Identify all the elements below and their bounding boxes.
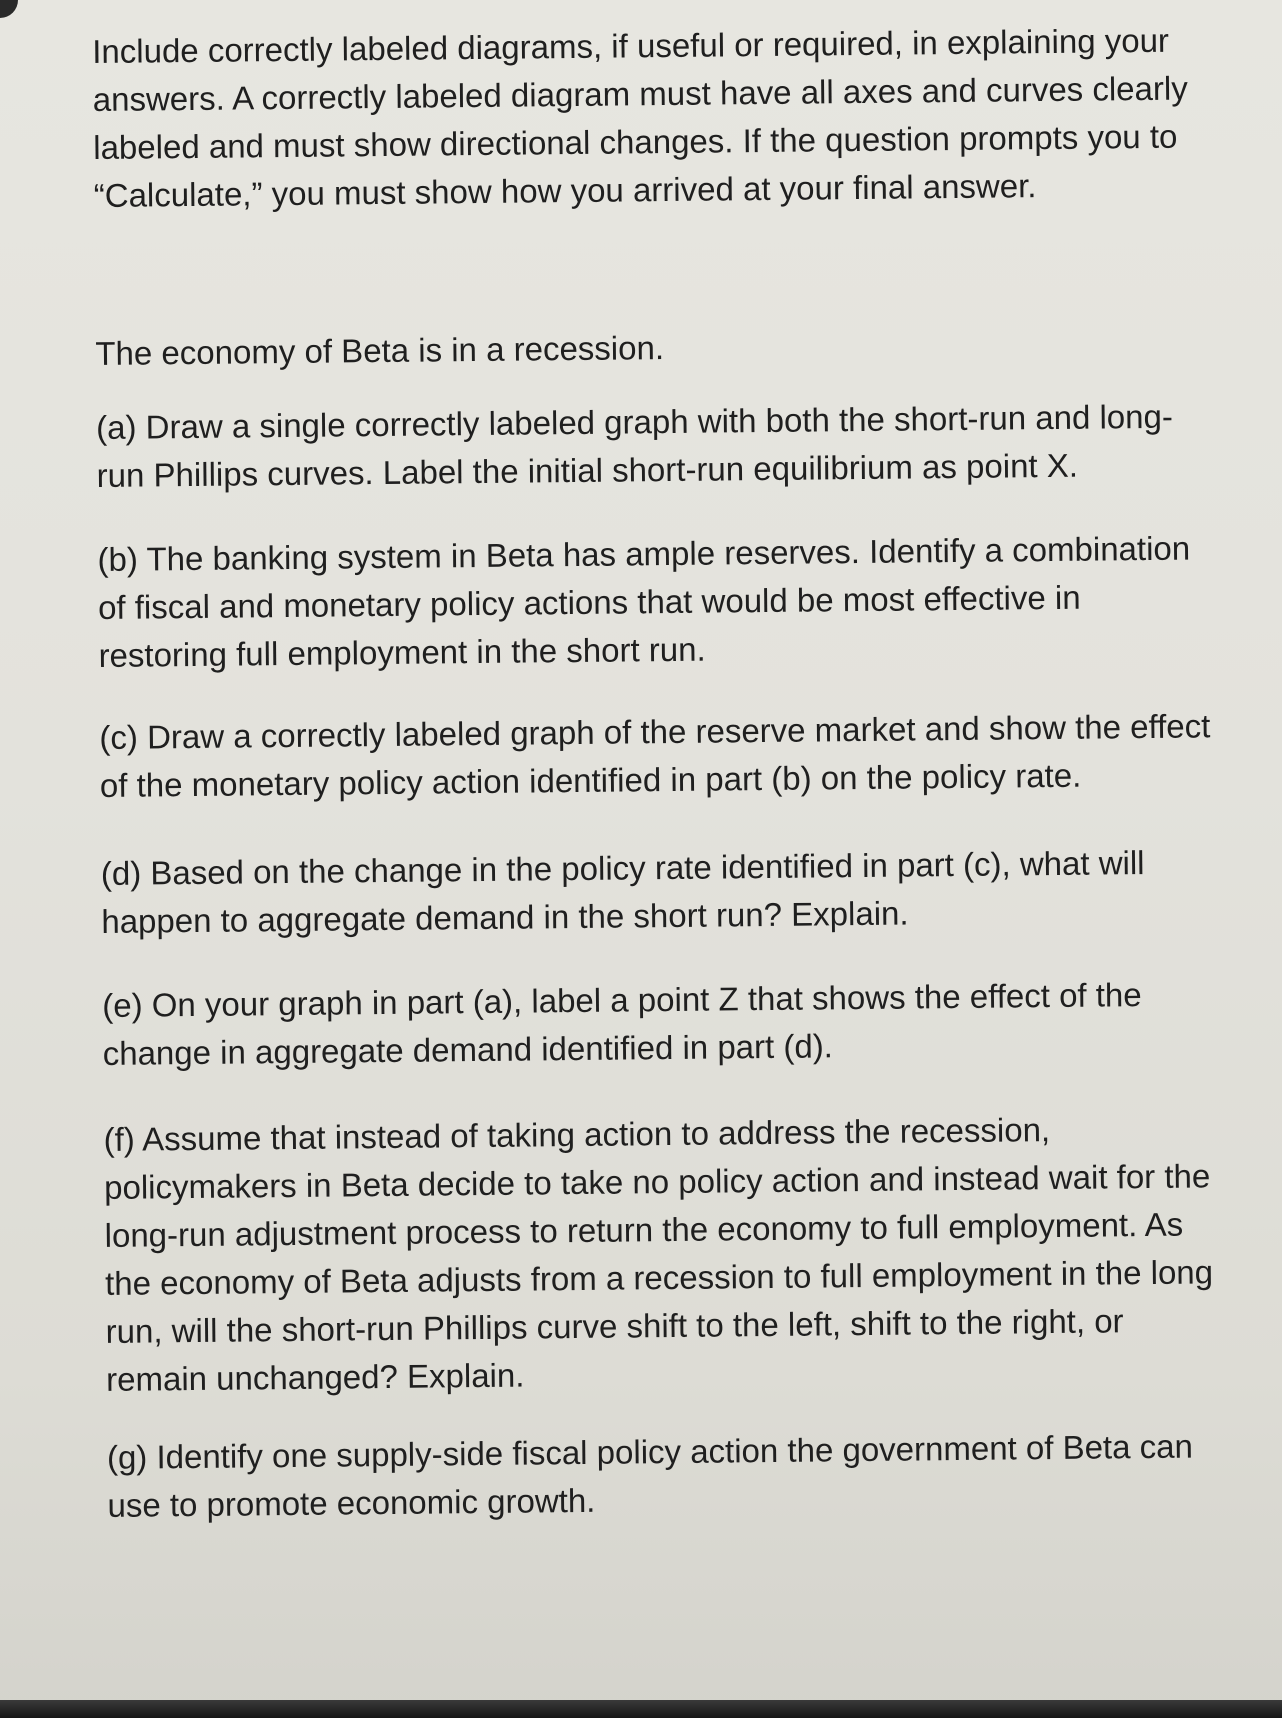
question-b: (b) The banking system in Beta has ample reserves. Identify a combination of fiscal and monetary policy actions that would be most effective in restoring full employment in the short run. bbox=[97, 529, 1191, 674]
document-content bbox=[92, 16, 1228, 1566]
scenario-statement: The economy of Beta is in a recession. bbox=[95, 329, 665, 372]
question-a: (a) Draw a single correctly labeled graph with both the short-run and long-run Phillips curves. Label the initial short-run equilibrium as point X. bbox=[95, 397, 1174, 494]
question-d: (d) Based on the change in the policy rate identified in part (c), what will happen to aggregate demand in the short run? Explain. bbox=[100, 844, 1145, 940]
question-f: (f) Assume that instead of taking action to address the recession, policymakers in Beta decide to take no policy action and instead wait for the long-run adjustment process to return the economy to full employment. As the economy of Beta adjusts from a recession to full employment in the long run, will the short-run Phillips curve shift to the left, shift to the right, or remain unchanged? Explain. bbox=[103, 1111, 1214, 1398]
screen-bezel-corner bbox=[0, 0, 18, 18]
question-c: (c) Draw a correctly labeled graph of the reserve market and show the effect of the monetary policy action identified in part (b) on the policy rate. bbox=[99, 707, 1211, 804]
question-g: (g) Identify one supply-side fiscal policy action the government of Beta can use to promote economic growth. bbox=[106, 1427, 1194, 1524]
screen-bezel-bottom bbox=[0, 1700, 1282, 1718]
question-e: (e) On your graph in part (a), label a point Z that shows the effect of the change in aggregate demand identified in part (d). bbox=[102, 976, 1142, 1072]
instructions-paragraph: Include correctly labeled diagrams, if useful or required, in explaining your answers. A correctly labeled diagram must have all axes and curves clearly labeled and must show directional changes. If the question prompts you to “Calculate,” you must show how you arrived at your final answer. bbox=[92, 21, 1188, 214]
